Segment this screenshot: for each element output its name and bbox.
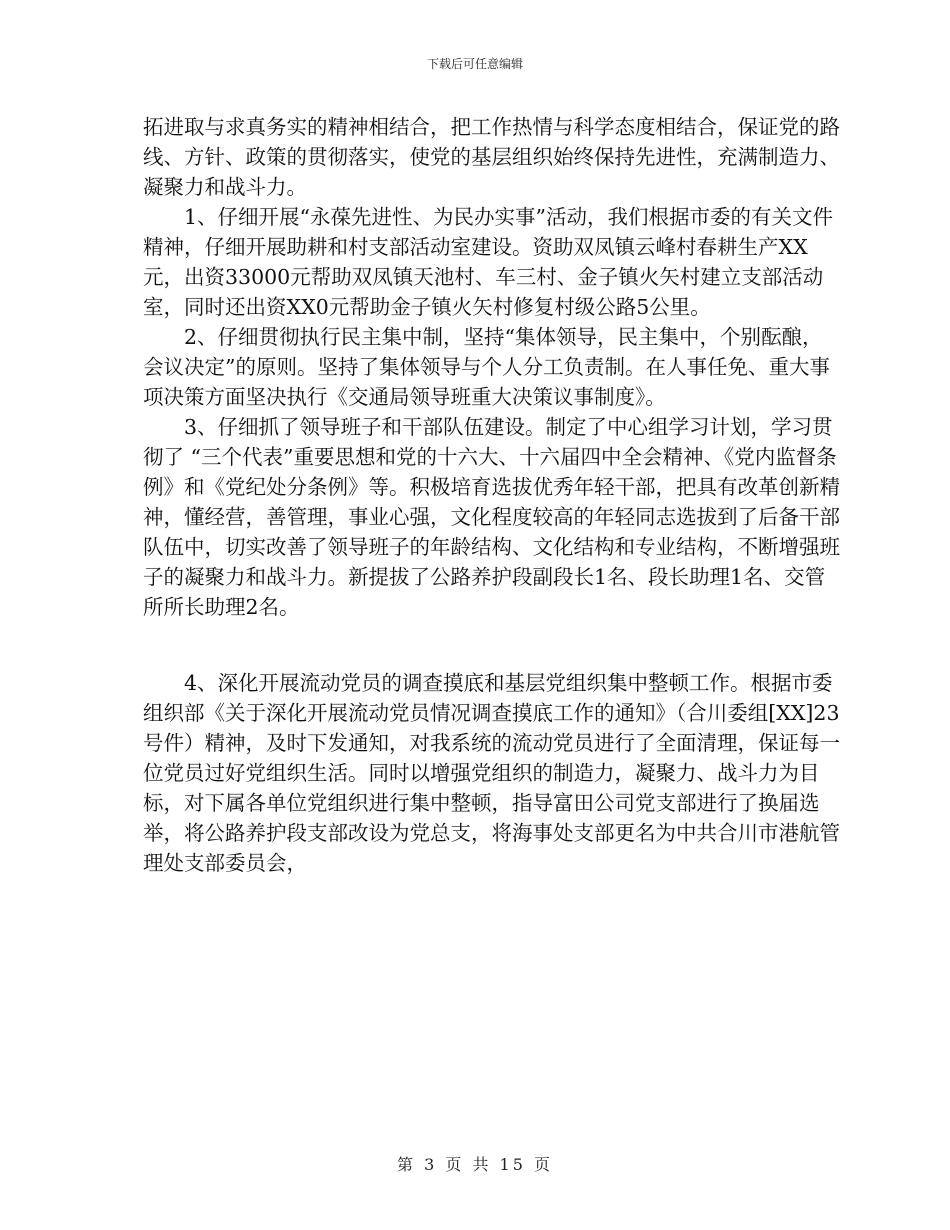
document-body — [143, 112, 843, 878]
page-header: 下载后可任意编辑 — [426, 57, 523, 71]
paragraph-item-3: 3、仔细抓了领导班子和干部队伍建设。制定了中心组学习计划，学习贯彻了 “三个代表”重要思想和党的十六大、十六届四中全会精神、《党内监督条例》和《党纪处分条例》等。积极培育选拔优秀年轻干部，把具有改革创新精神，懂经营，善管理，事业心强，文化程度较高的年轻同志选拔到了后备干部队伍中，切实改善了领导班子的年龄结构、文化结构和专业结构，不断增强班子的凝聚力和战斗力。新提拔了公路养护段副段长1名、段长助理1名、交管所所长助理2名。 — [143, 415, 840, 619]
paragraph-item-2: 2、仔细贯彻执行民主集中制，坚持“集体领导，民主集中，个别酝酿，会议决定”的原则。坚持了集体领导与个人分工负责制。在人事任免、重大事项决策方面坚决执行《交通局领导班重大决策议事制度》。 — [143, 325, 830, 409]
paragraph-item-1: 1、仔细开展“永葆先进性、为民办实事”活动，我们根据市委的有关文件精神，仔细开展助耕和村支部活动室建设。资助双凤镇云峰村春耕生产XX元，出资33000元帮助双凤镇天池村、车三村、金子镇火矢村建立支部活动室，同时还出资XX0元帮助金子镇火矢村修复村级公路5公里。 — [143, 205, 834, 319]
page-footer: 第 3 页 共 15 页 — [397, 1155, 553, 1174]
paragraph-continuation: 拓进取与求真务实的精神相结合，把工作热情与科学态度相结合，保证党的路线、方针、政策的贯彻落实，使党的基层组织始终保持先进性，充满制造力、凝聚力和战斗力。 — [143, 115, 840, 199]
paragraph-item-4: 4、深化开展流动党员的调查摸底和基层党组织集中整顿工作。根据市委组织部《关于深化开展流动党员情况调查摸底工作的通知》（合川委组[XX]23号件）精神，及时下发通知，对我系统的流动党员进行了全面清理，保证每一位党员过好党组织生活。同时以增强党组织的制造力，凝聚力、战斗力为目标，对下属各单位党组织进行集中整顿，指导富田公司党支部进行了换届选举，将公路养护段支部改设为党总支，将海事处支部更名为中共合川市港航管理处支部委员会， — [143, 671, 840, 875]
